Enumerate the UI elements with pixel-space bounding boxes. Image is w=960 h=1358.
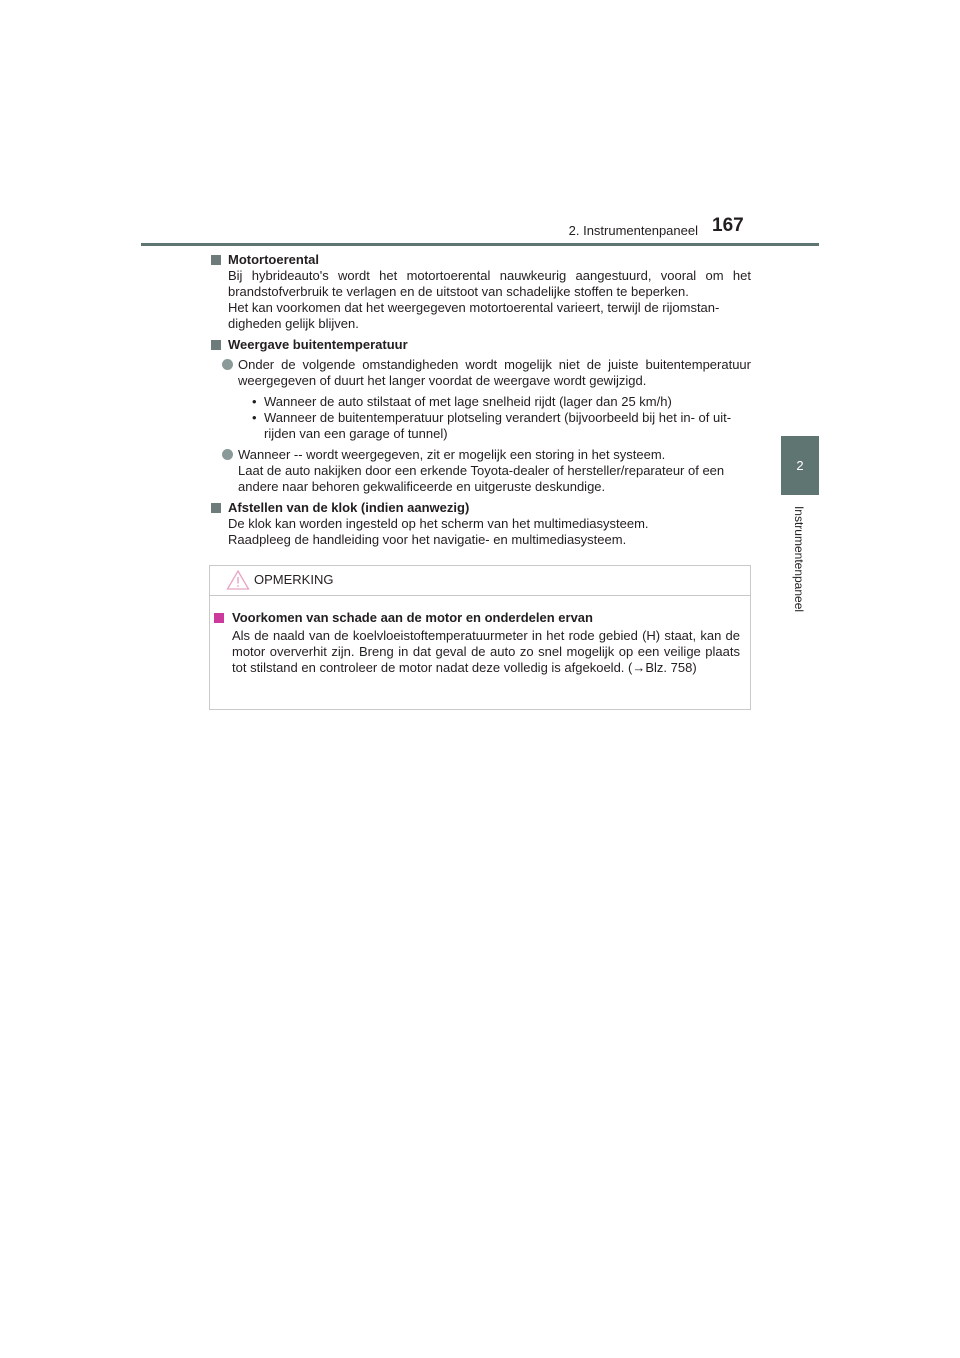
list-item-text: Laat de auto nakijken door een erkende Toyota-dealer of hersteller/reparateur of een andere naar behoren gekwalificeerde en uitgeruste deskundige. — [238, 463, 725, 494]
sub-list-item — [252, 394, 751, 410]
list-item-text: Onder de volgende omstandigheden wordt mogelijk niet de juiste buitentemperatuur weergegeven of duurt het langer voordat de weergave wordt gewijzigd. — [238, 357, 751, 388]
section-title: Afstellen van de klok (indien aanwezig) — [228, 500, 470, 515]
chapter-tab — [781, 436, 819, 495]
list-item-text: Wanneer -- wordt weergegeven, zit er mogelijk een storing in het systeem. — [238, 447, 666, 462]
section-klok — [210, 500, 751, 548]
notice-box — [209, 565, 751, 710]
paragraph: Raadpleeg de handleiding voor het navigatie- en multimediasysteem. — [228, 532, 627, 547]
notice-subtitle: Voorkomen van schade aan de motor en onderdelen ervan — [232, 610, 593, 625]
paragraph: Bij hybrideauto's wordt het motortoerental nauwkeurig aangestuurd, vooral om het brandstofverbruik te verlagen en de uitstoot van schadelijke stoffen te beperken. — [228, 268, 751, 299]
warning-triangle-icon — [226, 569, 250, 591]
page-number: 167 — [712, 215, 744, 236]
sub-list-item — [252, 410, 751, 442]
chapter-side-label-text: Instrumentenpaneel — [792, 505, 807, 613]
section-square-icon — [211, 255, 221, 265]
circle-bullet-icon — [222, 359, 233, 370]
sub-list — [228, 394, 751, 442]
notice-square-icon — [214, 613, 224, 623]
section-square-icon — [211, 503, 221, 513]
chapter-tab-number: 2 — [796, 458, 804, 473]
section-motortoerental — [210, 252, 751, 332]
header-rule — [141, 243, 819, 246]
list-item — [228, 447, 751, 495]
sub-list-item-text: Wanneer de auto stilstaat of met lage snelheid rijdt (lager dan 25 km/h) — [264, 394, 672, 409]
list-item — [228, 357, 751, 389]
paragraph: De klok kan worden ingesteld op het scherm van het multimediasysteem. — [228, 516, 649, 531]
section-buitentemperatuur — [210, 337, 751, 495]
bullet-icon: • — [252, 394, 257, 409]
chapter-side-label — [790, 500, 808, 618]
notice-header — [210, 566, 750, 596]
section-title: Motortoerental — [228, 252, 319, 267]
section-square-icon — [211, 340, 221, 350]
notice-body — [210, 596, 750, 676]
bullet-icon: • — [252, 410, 257, 425]
chapter-title: 2. Instrumentenpaneel — [568, 223, 698, 238]
paragraph: Het kan voorkomen dat het weergegeven motortoerental varieert, terwijl de rijomstan- digheden gelijk blijven. — [228, 300, 720, 331]
main-content — [210, 252, 751, 548]
circle-bullet-icon — [222, 449, 233, 460]
notice-title: OPMERKING — [254, 572, 334, 587]
sub-list-item-text: Wanneer de buitentemperatuur plotseling verandert (bijvoorbeeld bij het in- of uit- rijden van een garage of tunnel) — [264, 410, 732, 441]
notice-text: Als de naald van de koelvloeistoftemperatuurmeter in het rode gebied (H) staat, kan de motor oververhit zijn. Breng in dat geval de auto zo snel mogelijk op een veilige plaats tot stilstand en controleer de motor nadat deze volledig is afgekoeld. (→Blz. 758) — [232, 628, 740, 675]
section-title: Weergave buitentemperatuur — [228, 337, 408, 352]
